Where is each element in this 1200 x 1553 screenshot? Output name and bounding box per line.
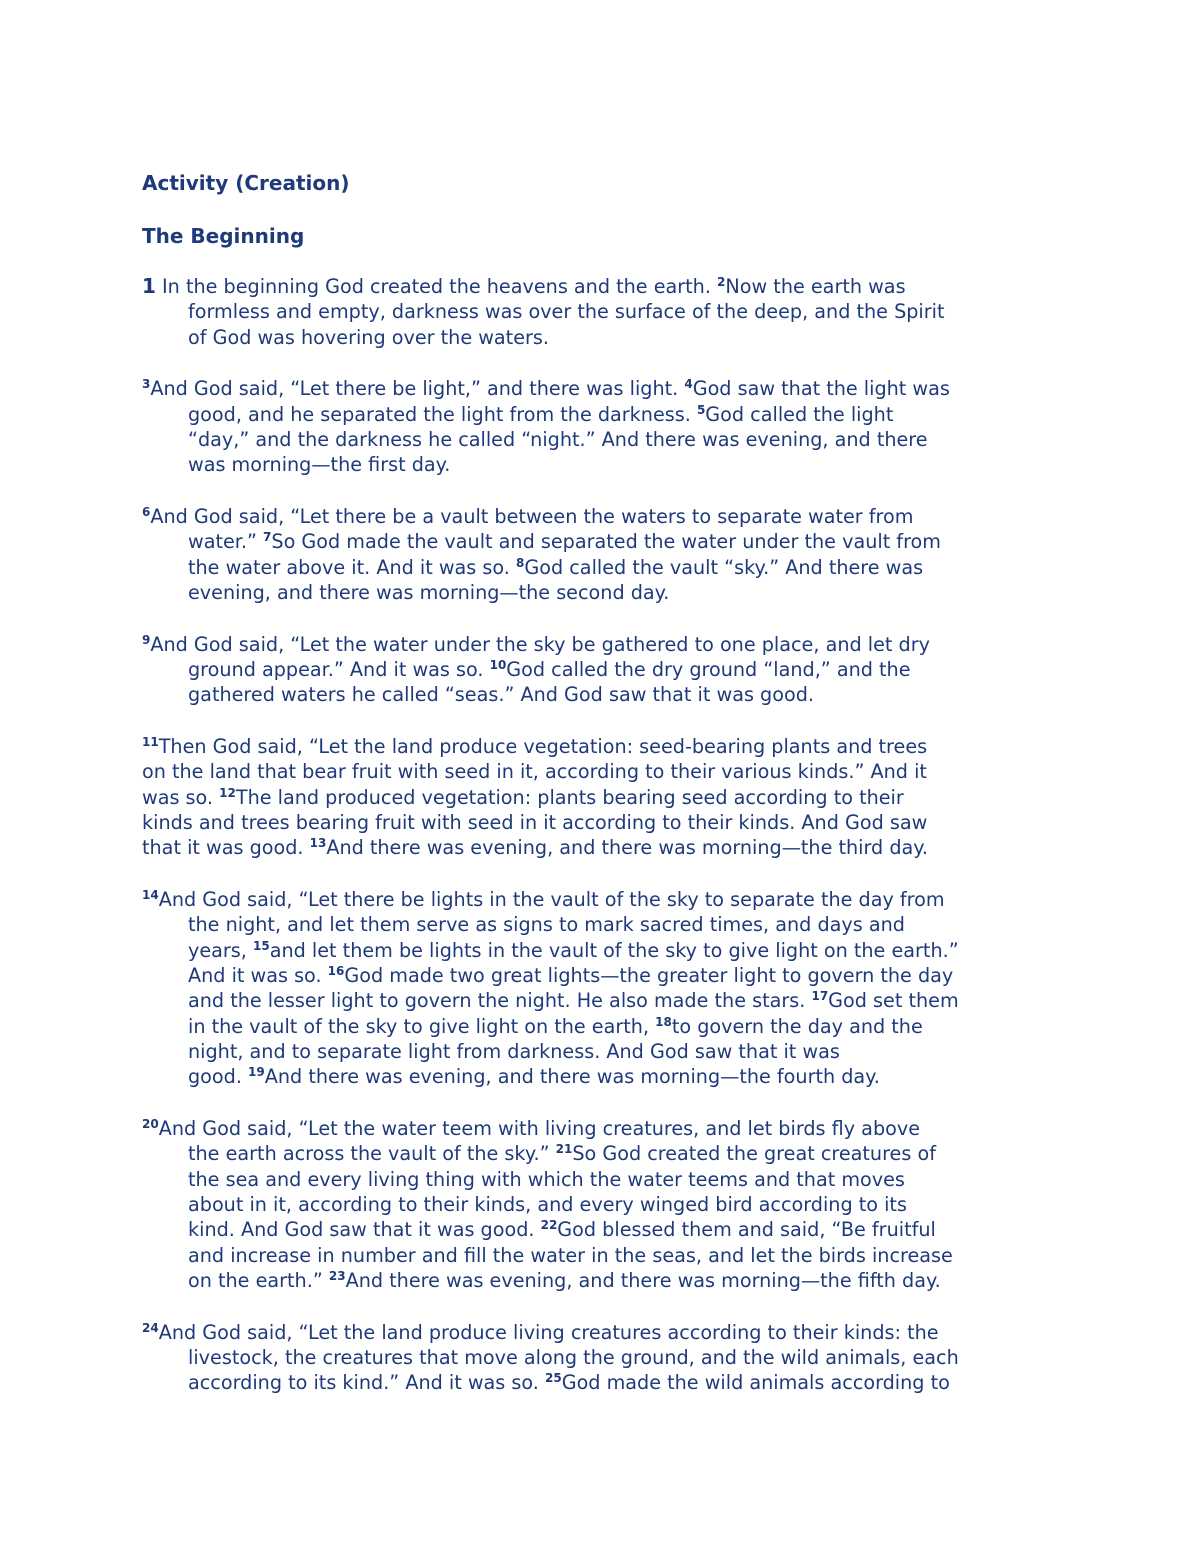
verse-text: formless and empty, darkness was over the surface of the deep, and the Spirit [188,300,945,324]
verse-text: And God said, “Let the water under the sky be gathered to one place, and let dry [150,632,930,656]
verse-text: good. [188,1065,249,1089]
verse-text: the water above it. And it was so. [188,555,517,579]
verse-text: Now the earth was [725,275,906,298]
text-line [142,1345,1072,1370]
verse-text: in the vault of the sky to give light on the earth, [188,1014,656,1038]
text-line [142,1243,1072,1268]
verse-text: God set them [828,989,959,1013]
verse-text: So God made the vault and separated the water under the vault from [271,530,941,554]
verse-text: water.” [188,530,264,554]
verse-text: So God created the great creatures of [572,1142,936,1166]
text-line [142,1039,1072,1064]
verse-number: 2 [717,275,726,289]
verse-text: God called the dry ground “land,” and the [506,658,911,682]
verse-number: 8 [516,555,525,570]
verse-text: Then God said, “Let the land produce vegetation: seed-bearing plants and trees [158,735,928,759]
verse-text: And God said, “Let the water teem with living creatures, and let birds fly above [158,1117,921,1141]
chapter-number: 1 [142,274,156,298]
text-line [142,682,1072,707]
text-line [142,529,1072,554]
verse-number: 4 [684,377,693,392]
verse-number: 14 [142,888,159,903]
document-title: Activity (Creation) [142,171,350,195]
verse-text: kinds and trees bearing fruit with seed in it according to their kinds. And God saw [142,811,928,835]
text-line [142,1014,1072,1039]
text-line [142,810,1072,835]
verse-paragraph [142,734,1072,860]
text-line [142,1192,1072,1217]
text-line [142,1116,1072,1141]
verse-number: 19 [248,1065,265,1080]
verse-text: the earth across the vault of the sky.” [188,1142,556,1166]
verse-text: ground appear.” And it was so. [188,658,490,682]
verse-paragraph [142,887,1072,1089]
verse-number: 20 [142,1117,159,1132]
verse-text: and increase in number and fill the water in the seas, and let the birds increase [188,1243,953,1267]
text-line [142,427,1072,452]
verse-text: “day,” and the darkness he called “night.” And there was evening, and there [188,427,928,451]
paragraph-list [142,274,1072,1395]
text-line [142,376,1072,401]
text-line [142,734,1072,759]
verse-text: kind. And God saw that it was good. [188,1218,541,1242]
text-line [142,912,1072,937]
verse-paragraph [142,1116,1072,1293]
verse-text: the night, and let them serve as signs to mark sacred times, and days and [188,913,905,937]
verse-text: livestock, the creatures that move along the ground, and the wild animals, each [188,1345,959,1369]
text-line [142,632,1072,657]
text-line [142,785,1072,810]
verse-number: 10 [489,658,507,673]
text-line [142,835,1072,860]
verse-text: God called the vault “sky.” And there was [524,555,924,579]
verse-number: 11 [142,735,159,750]
text-line [142,580,1072,605]
text-line [142,299,1072,324]
verse-text: And God said, “Let there be light,” and there was light. [150,377,685,401]
verse-number: 22 [540,1218,558,1233]
verse-text: And God said, “Let there be lights in the vault of the sky to separate the day from [158,888,945,912]
verse-number: 24 [142,1320,159,1335]
verse-number: 3 [142,377,151,392]
verse-text: And there was evening, and there was morning—the fourth day. [264,1065,880,1089]
verse-text: The land produced vegetation: plants bearing seed according to their [235,785,904,809]
text-line [142,274,1072,299]
text-line [142,1167,1072,1192]
verse-paragraph [142,504,1072,605]
text-line [142,963,1072,988]
verse-number: 23 [328,1268,346,1283]
verse-text: was so. [142,785,220,809]
verse-text: And there was evening, and there was morning—the fifth day. [345,1268,941,1292]
verse-paragraph [142,274,1072,350]
verse-text: good, and he separated the light from the darkness. [188,402,697,426]
verse-text: that it was good. [142,836,310,860]
verse-text: to govern the day and the [671,1014,923,1038]
text-line [142,657,1072,682]
verse-number: 15 [253,938,270,953]
verse-paragraph [142,632,1072,708]
verse-paragraph [142,376,1072,477]
text-line [142,555,1072,580]
verse-number: 21 [555,1142,573,1157]
text-line [142,1064,1072,1089]
verse-number: 12 [219,785,236,800]
text-line [142,504,1072,529]
text-line [142,1217,1072,1242]
verse-text: And it was so. [188,964,328,988]
text-line [142,1370,1072,1395]
text-line [142,988,1072,1013]
verse-number: 17 [811,989,829,1004]
verse-number: 7 [263,530,272,545]
verse-text: about in it, according to their kinds, and every winged bird according to its [188,1192,907,1216]
verse-text: God saw that the light was [692,377,950,401]
text-line [142,325,1072,350]
text-line [142,1268,1072,1293]
verse-number: 13 [309,836,327,851]
verse-text: God made two great lights—the greater light to govern the day [344,964,954,988]
verse-text: years, [188,938,254,962]
verse-number: 6 [142,505,151,520]
verse-paragraph [142,1320,1072,1396]
verse-text: In the beginning God created the heavens and the earth. [155,275,718,298]
verse-text: and let them be lights in the vault of the sky to give light on the earth.” [269,938,959,962]
verse-text: the sea and every living thing with which the water teems and that moves [188,1167,905,1191]
verse-number: 18 [655,1014,672,1029]
text-line [142,402,1072,427]
verse-number: 5 [696,402,706,417]
verse-text: was morning—the first day. [188,453,451,477]
text-line [142,938,1072,963]
verse-text: on the earth.” [188,1268,329,1292]
document-page [142,170,1072,1422]
text-line [142,1141,1072,1166]
section-heading: The Beginning [142,224,305,248]
verse-text: God blessed them and said, “Be fruitful [557,1218,936,1242]
verse-text: of God was hovering over the waters. [188,325,549,349]
verse-text: And God said, “Let there be a vault between the waters to separate water from [150,505,914,529]
text-line [142,887,1072,912]
verse-number: 25 [545,1371,562,1386]
verse-text: And there was evening, and there was morning—the third day. [326,836,928,860]
text-line [142,1320,1072,1345]
verse-text: And God said, “Let the land produce living creatures according to their kinds: the [158,1320,939,1344]
text-line [142,452,1072,477]
verse-text: according to its kind.” And it was so. [188,1371,545,1395]
verse-text: and the lesser light to govern the night. He also made the stars. [188,989,812,1013]
verse-text: on the land that bear fruit with seed in it, according to their various kinds.” And it [142,760,927,784]
verse-number: 9 [142,632,151,647]
verse-text: God made the wild animals according to [561,1371,950,1395]
verse-text: gathered waters he called “seas.” And God saw that it was good. [188,683,814,707]
verse-number: 16 [327,964,345,979]
text-line [142,759,1072,784]
verse-text: evening, and there was morning—the second day. [188,580,670,604]
verse-text: night, and to separate light from darkness. And God saw that it was [188,1039,840,1063]
verse-text: God called the light [705,402,894,426]
